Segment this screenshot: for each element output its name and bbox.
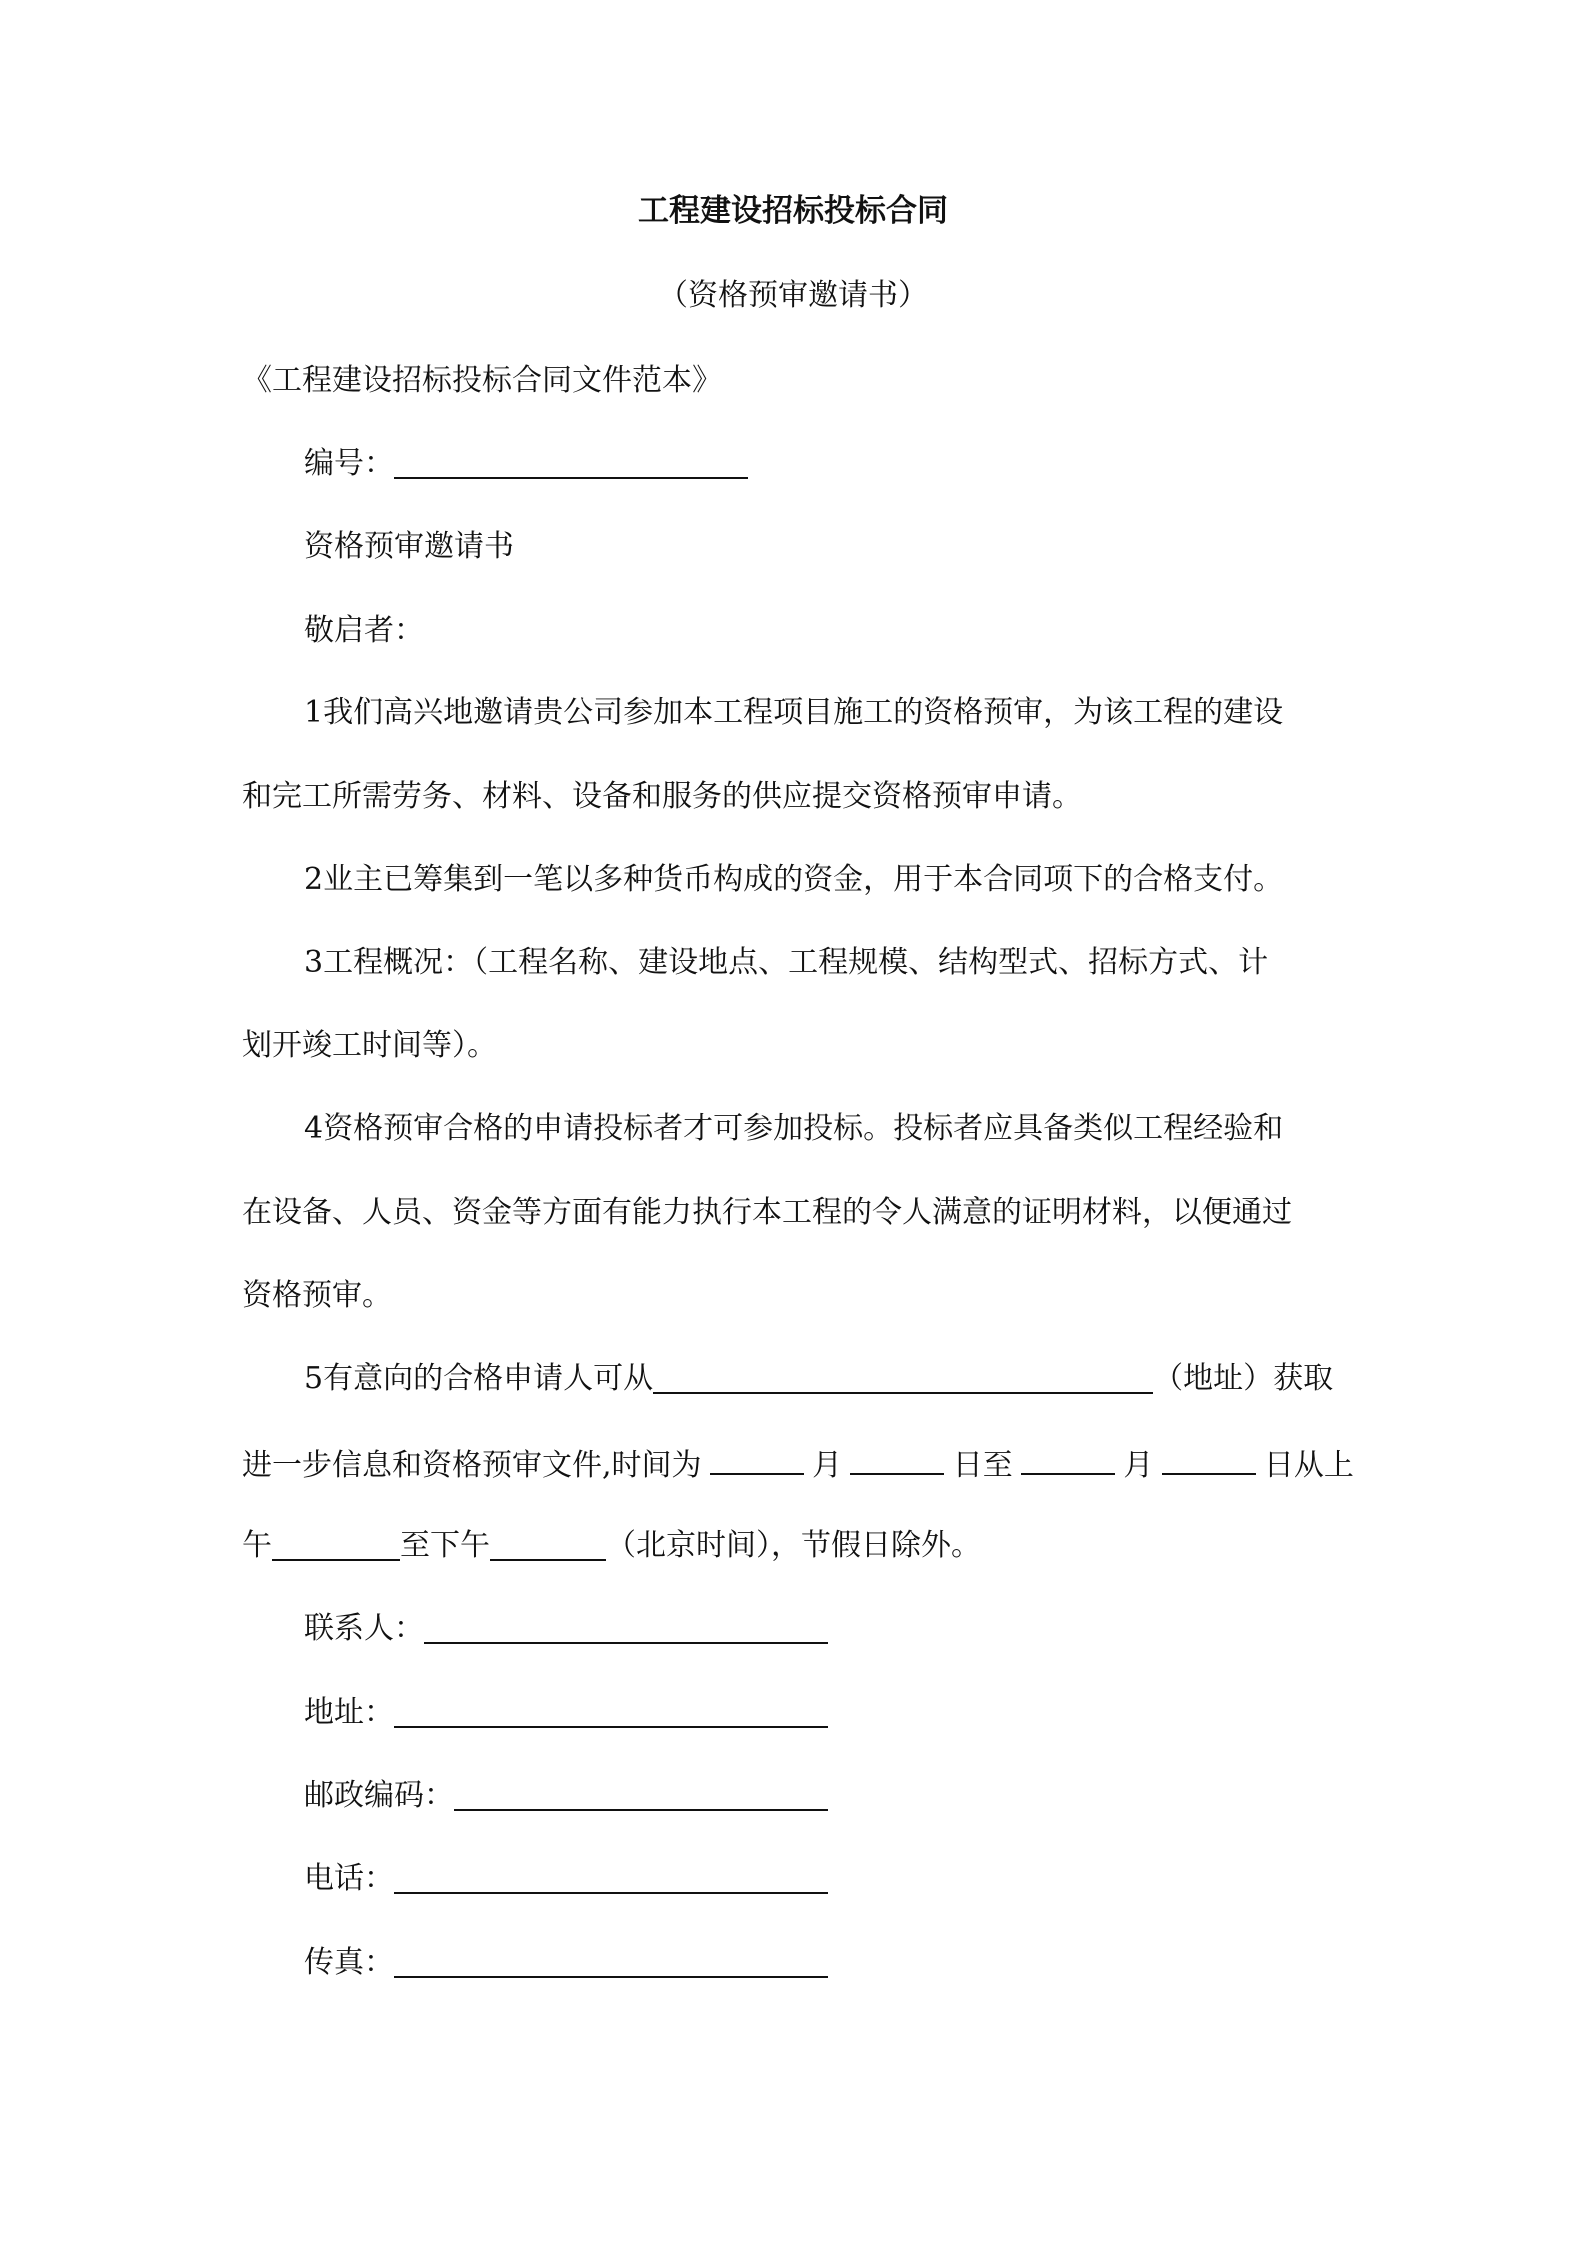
address-blank bbox=[653, 1362, 1153, 1394]
address-line bbox=[304, 1693, 828, 1733]
fax-label: 传真： bbox=[304, 1945, 394, 1980]
salutation: 敬启者： bbox=[304, 613, 424, 648]
item5-line3 bbox=[242, 1526, 981, 1566]
document-title: 工程建设招标投标合同 bbox=[638, 193, 948, 229]
item4-line1: 4资格预审合格的申请投标者才可参加投标。投标者应具备类似工程经验和 bbox=[304, 1111, 1284, 1146]
day-blank-2 bbox=[1162, 1443, 1256, 1475]
item5-line1-text-a: 5有意向的合格申请人可从 bbox=[304, 1361, 654, 1396]
number-line bbox=[304, 444, 748, 484]
morning-time-blank bbox=[272, 1529, 400, 1561]
phone-blank bbox=[394, 1862, 828, 1894]
item5-month-2: 月 bbox=[1123, 1448, 1154, 1483]
document-subtitle: （资格预审邀请书） bbox=[658, 278, 928, 313]
item5-line3-text-a: 午 bbox=[242, 1528, 272, 1563]
heading: 资格预审邀请书 bbox=[304, 529, 514, 564]
item5-line1-text-b: （地址）获取 bbox=[1153, 1361, 1334, 1396]
item5-day-1: 日至 bbox=[952, 1448, 1013, 1483]
number-label: 编号： bbox=[304, 446, 394, 481]
phone-line bbox=[304, 1859, 828, 1899]
item5-line2 bbox=[242, 1443, 1354, 1486]
number-blank bbox=[394, 447, 748, 479]
address-label: 地址： bbox=[304, 1695, 394, 1730]
fax-blank bbox=[394, 1946, 828, 1978]
contact-address-blank bbox=[394, 1696, 828, 1728]
item4-line3: 资格预审。 bbox=[242, 1278, 392, 1313]
postcode-blank bbox=[454, 1779, 828, 1811]
fax-line bbox=[304, 1943, 828, 1983]
item1-line1: 1我们高兴地邀请贵公司参加本工程项目施工的资格预审，为该工程的建设 bbox=[304, 695, 1284, 730]
item5-day-2: 日从上 bbox=[1263, 1448, 1354, 1483]
day-blank-1 bbox=[850, 1443, 944, 1475]
item5-line1 bbox=[304, 1359, 1333, 1399]
postcode-label: 邮政编码： bbox=[304, 1778, 454, 1813]
contact-person-blank bbox=[424, 1612, 828, 1644]
contact-person-label: 联系人： bbox=[304, 1611, 424, 1646]
item3-line2: 划开竣工时间等）。 bbox=[242, 1028, 497, 1063]
item5-line2-text-a: 进一步信息和资格预审文件,时间为 bbox=[242, 1448, 702, 1483]
item5-line3-text-c: （北京时间），节假日除外。 bbox=[606, 1528, 981, 1563]
item1-line2: 和完工所需劳务、材料、设备和服务的供应提交资格预审申请。 bbox=[242, 779, 1082, 814]
item3-line1: 3工程概况：（工程名称、建设地点、工程规模、结构型式、招标方式、计 bbox=[304, 945, 1269, 980]
contact-person-line bbox=[304, 1609, 828, 1649]
postcode-line bbox=[304, 1776, 828, 1816]
item5-line3-text-b: 至下午 bbox=[400, 1528, 490, 1563]
item5-month-1: 月 bbox=[812, 1448, 843, 1483]
template-name: 《工程建设招标投标合同文件范本》 bbox=[242, 363, 722, 398]
item2-line1: 2业主已筹集到一笔以多种货币构成的资金，用于本合同项下的合格支付。 bbox=[304, 862, 1284, 897]
month-blank-1 bbox=[710, 1443, 804, 1475]
phone-label: 电话： bbox=[304, 1861, 394, 1896]
month-blank-2 bbox=[1021, 1443, 1115, 1475]
afternoon-time-blank bbox=[490, 1529, 606, 1561]
item4-line2: 在设备、人员、资金等方面有能力执行本工程的令人满意的证明材料，以便通过 bbox=[242, 1195, 1292, 1230]
